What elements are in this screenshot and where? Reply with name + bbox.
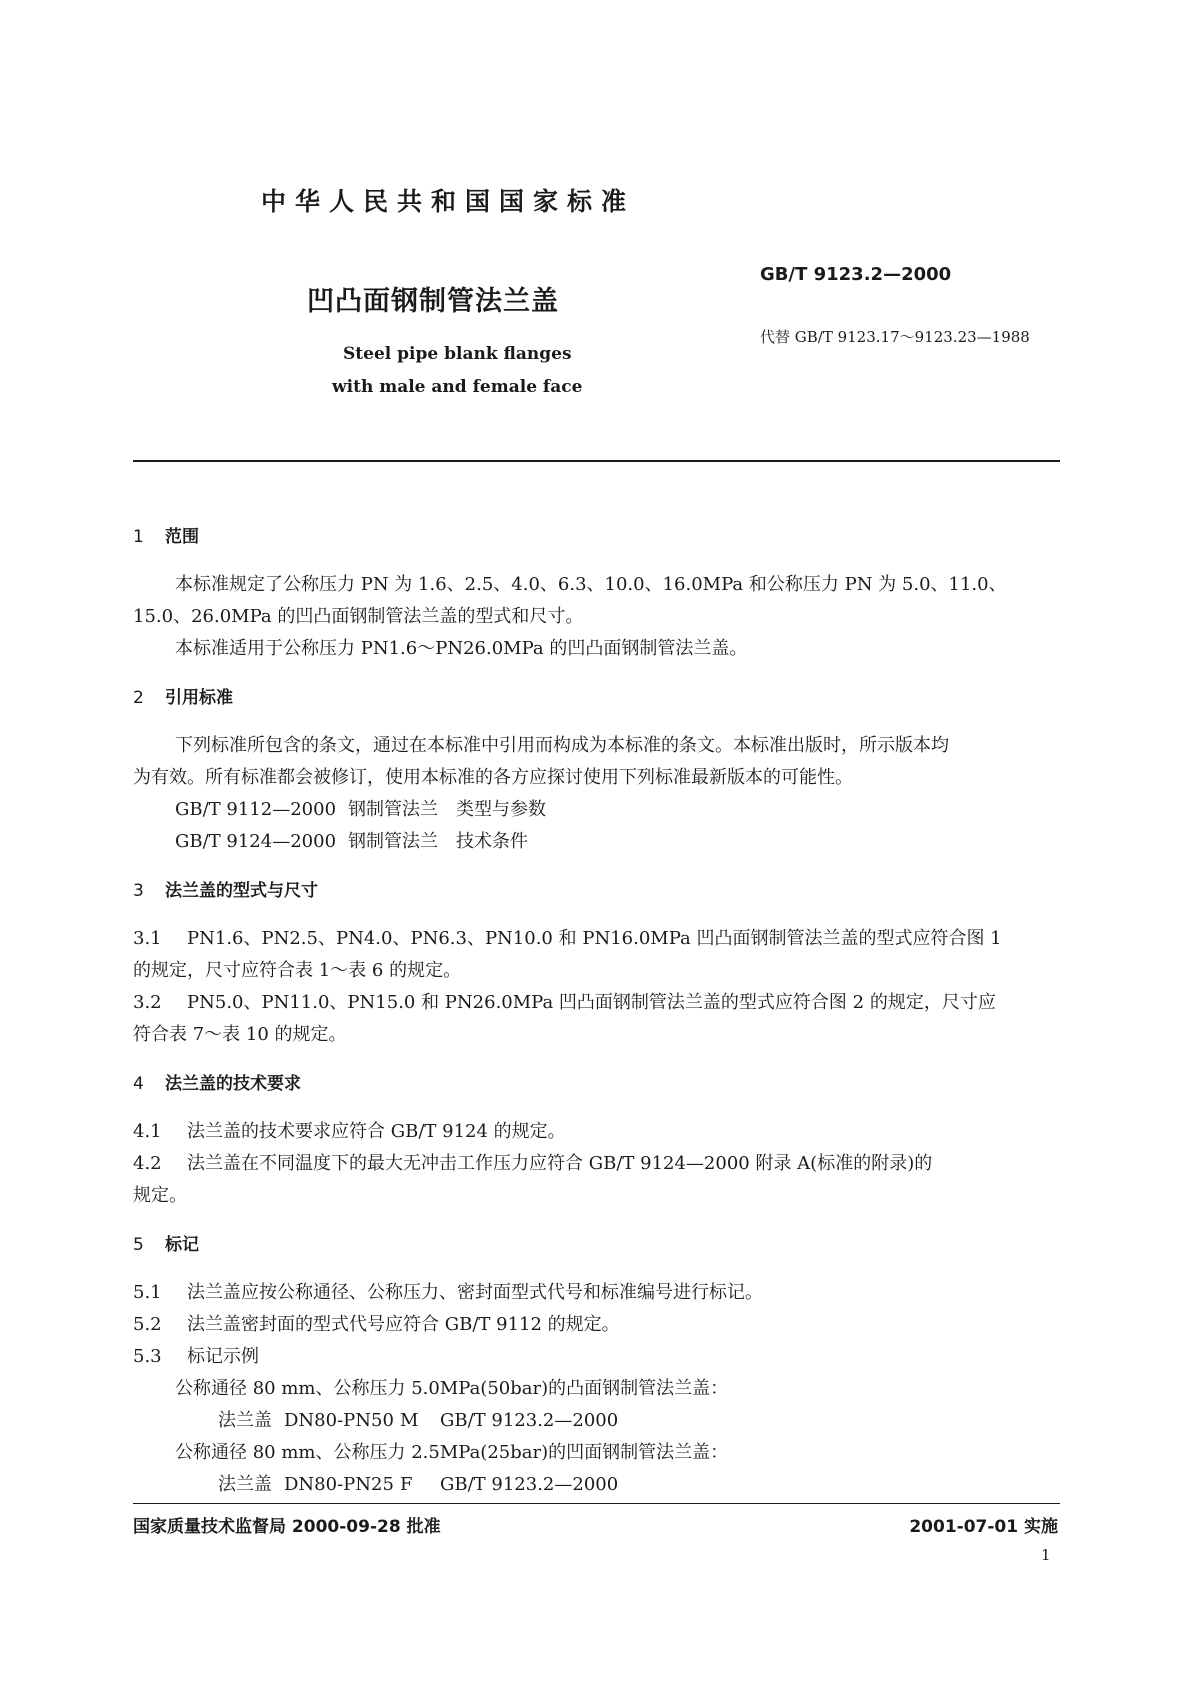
clause-number: 4.1 <box>133 1121 162 1142</box>
paragraph: 下列标准所包含的条文，通过在本标准中引用而构成为本标准的条文。本标准出版时，所示版本均 <box>175 735 949 756</box>
clause-text: 法兰盖应按公称通径、公称压力、密封面型式代号和标准编号进行标记。 <box>187 1282 763 1303</box>
example-face-code: M <box>400 1410 419 1431</box>
example-description: 公称通径 80 mm、公称压力 5.0MPa(50bar)的凸面钢制管法兰盖： <box>175 1378 729 1399</box>
section-3-heading <box>133 876 318 901</box>
page-number: 1 <box>1041 1546 1051 1564</box>
standard-code: GB/T 9123.2—2000 <box>760 264 952 285</box>
reference-item <box>175 795 546 821</box>
example-description: 公称通径 80 mm、公称压力 2.5MPa(25bar)的凹面钢制管法兰盖： <box>175 1442 729 1463</box>
clause <box>133 1149 932 1175</box>
paragraph: 本标准规定了公称压力 PN 为 1.6、2.5、4.0、6.3、10.0、16.0MPa 和公称压力 PN 为 5.0、11.0、 <box>175 574 1007 595</box>
paragraph: 15.0、26.0MPa 的凹凸面钢制管法兰盖的型式和尺寸。 <box>133 606 584 627</box>
section-4-heading <box>133 1069 301 1094</box>
section-number: 4 <box>133 1074 144 1094</box>
example-face-code: F <box>400 1474 413 1495</box>
example-spec: DN80-PN50 <box>284 1410 394 1431</box>
clause-text: 法兰盖在不同温度下的最大无冲击工作压力应符合 GB/T 9124—2000 附录 A(标准的附录)的 <box>187 1153 933 1174</box>
header-divider <box>133 460 1060 462</box>
reference-name: 钢制管法兰 <box>348 831 438 852</box>
clause-number: 5.3 <box>133 1346 162 1367</box>
effective-date: 2001-07-01 实施 <box>909 1517 1058 1537</box>
section-number: 3 <box>133 881 144 901</box>
clause-number: 3.2 <box>133 992 162 1013</box>
clause <box>133 1342 259 1368</box>
paragraph: 本标准适用于公称压力 PN1.6～PN26.0MPa 的凹凸面钢制管法兰盖。 <box>175 638 748 659</box>
example-name: 法兰盖 <box>218 1474 272 1495</box>
marking-example <box>218 1406 618 1432</box>
reference-item <box>175 827 528 853</box>
clause-text: PN1.6、PN2.5、PN4.0、PN6.3、PN10.0 和 PN16.0MPa 凹凸面钢制管法兰盖的型式应符合图 1 <box>187 928 1002 949</box>
example-spec: DN80-PN25 <box>284 1474 394 1495</box>
section-title: 法兰盖的型式与尺寸 <box>165 881 318 901</box>
section-number: 1 <box>133 527 144 547</box>
footer-divider <box>133 1503 1060 1504</box>
reference-code: GB/T 9112—2000 <box>175 799 337 820</box>
clause-number: 5.1 <box>133 1282 162 1303</box>
paragraph: 为有效。所有标准都会被修订，使用本标准的各方应探讨使用下列标准最新版本的可能性。 <box>133 767 853 788</box>
section-title: 范围 <box>165 527 199 547</box>
national-standard-heading: 中华人民共和国国家标准 <box>261 187 636 216</box>
clause-text: 标记示例 <box>187 1346 259 1367</box>
marking-example <box>218 1470 618 1496</box>
section-number: 5 <box>133 1235 144 1255</box>
example-name: 法兰盖 <box>218 1410 272 1431</box>
clause-continuation: 符合表 7～表 10 的规定。 <box>133 1024 347 1045</box>
clause <box>133 924 1002 950</box>
clause-text: 法兰盖密封面的型式代号应符合 GB/T 9112 的规定。 <box>187 1314 620 1335</box>
clause <box>133 988 996 1014</box>
example-standard: GB/T 9123.2—2000 <box>440 1474 619 1495</box>
reference-code: GB/T 9124—2000 <box>175 831 337 852</box>
document-title-en-line2: with male and female face <box>332 377 583 397</box>
section-1-heading <box>133 522 199 547</box>
reference-desc: 类型与参数 <box>456 799 546 820</box>
document-title-en-line1: Steel pipe blank flanges <box>343 344 572 364</box>
clause-text: PN5.0、PN11.0、PN15.0 和 PN26.0MPa 凹凸面钢制管法兰盖的型式应符合图 2 的规定，尺寸应 <box>187 992 996 1013</box>
section-number: 2 <box>133 688 144 708</box>
clause-number: 5.2 <box>133 1314 162 1335</box>
section-2-heading <box>133 683 233 708</box>
section-title: 引用标准 <box>165 688 233 708</box>
clause-continuation: 的规定，尺寸应符合表 1～表 6 的规定。 <box>133 960 462 981</box>
reference-name: 钢制管法兰 <box>348 799 438 820</box>
clause-text: 法兰盖的技术要求应符合 GB/T 9124 的规定。 <box>187 1121 566 1142</box>
reference-desc: 技术条件 <box>456 831 528 852</box>
clause-number: 4.2 <box>133 1153 162 1174</box>
example-standard: GB/T 9123.2—2000 <box>440 1410 619 1431</box>
clause <box>133 1278 763 1304</box>
clause-number: 3.1 <box>133 928 162 949</box>
clause-continuation: 规定。 <box>133 1185 187 1206</box>
replaces-note: 代替 GB/T 9123.17～9123.23—1988 <box>760 328 1030 346</box>
document-title-cn: 凹凸面钢制管法兰盖 <box>307 286 559 317</box>
approval-note: 国家质量技术监督局 2000-09-28 批准 <box>133 1517 441 1537</box>
section-title: 标记 <box>165 1235 199 1255</box>
section-title: 法兰盖的技术要求 <box>165 1074 301 1094</box>
section-5-heading <box>133 1230 199 1255</box>
clause <box>133 1117 566 1143</box>
clause <box>133 1310 620 1336</box>
